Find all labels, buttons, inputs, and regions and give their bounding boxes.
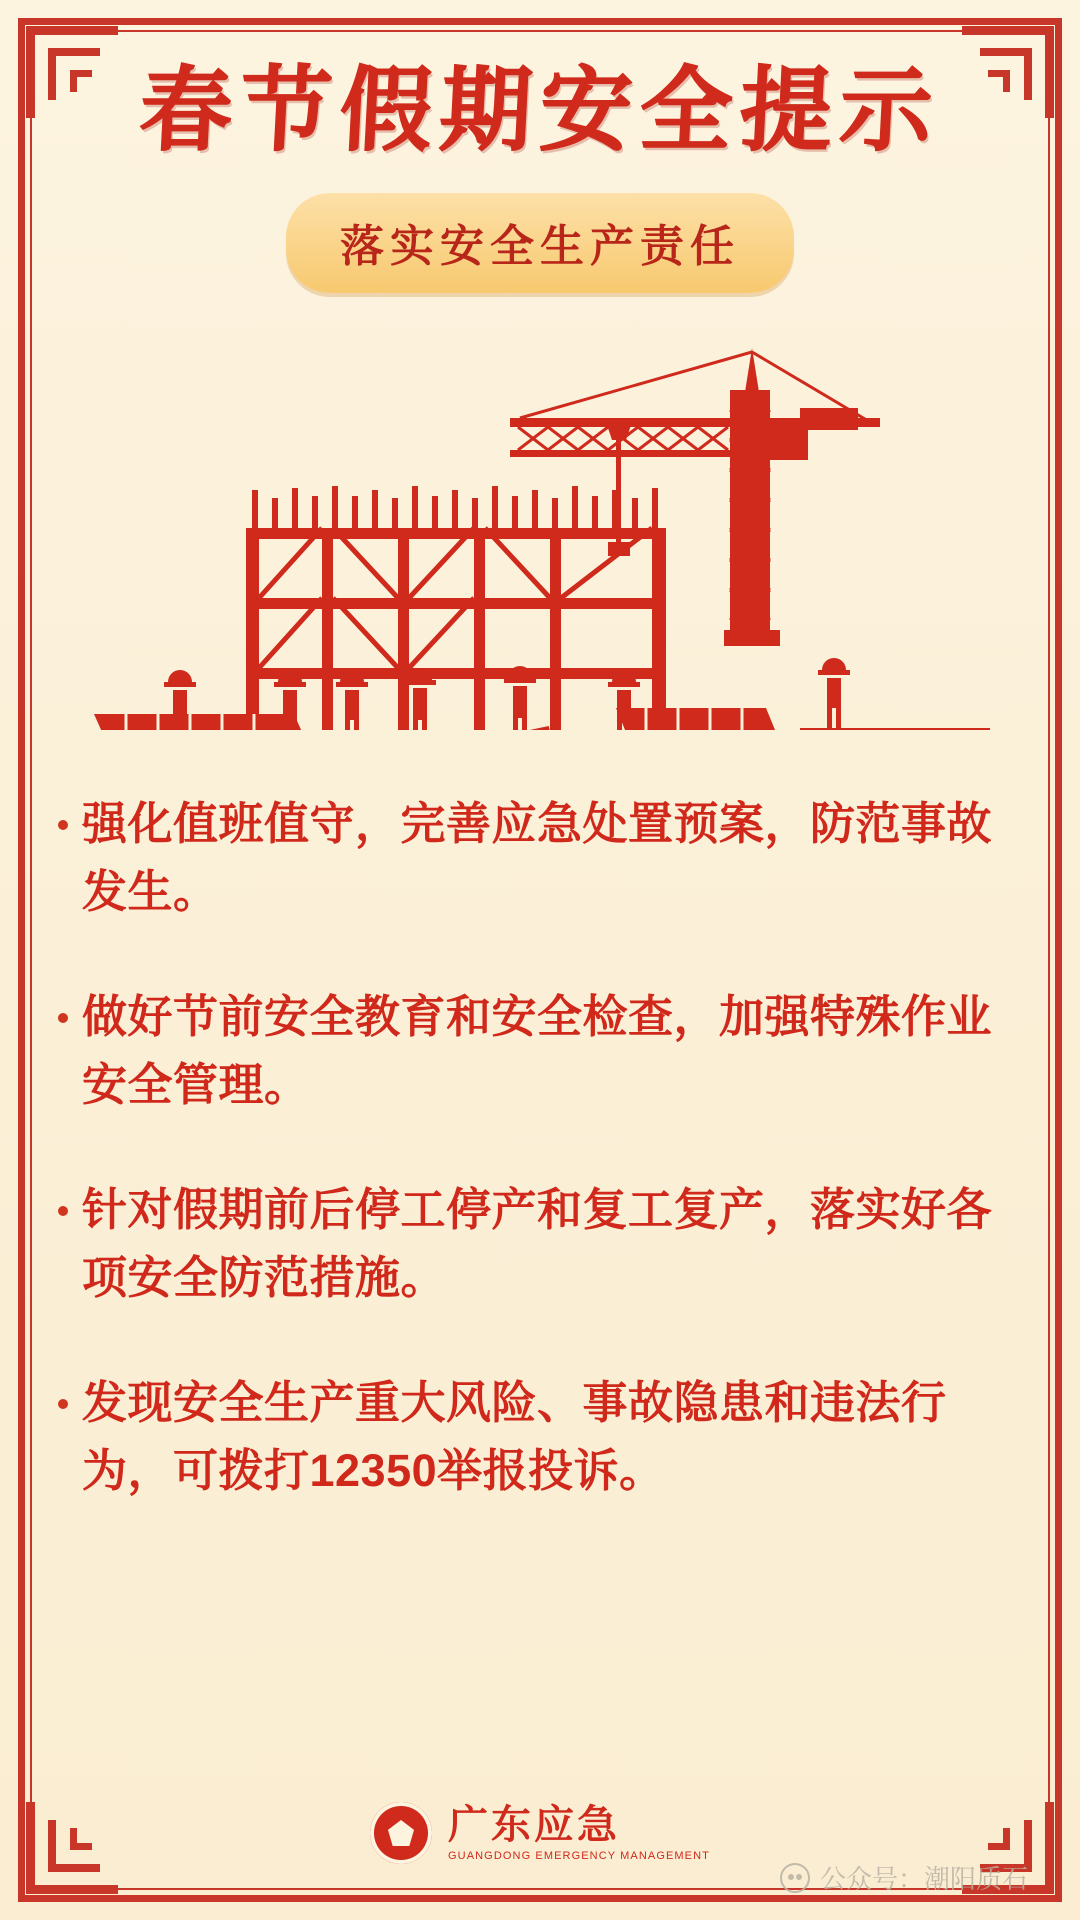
bullet-dot-icon: [58, 1399, 68, 1409]
logo-name-cn: 广东应急: [448, 1803, 620, 1847]
tip-text: 针对假期前后停工停产和复工复产，落实好各项安全防范措施。: [82, 1184, 993, 1303]
bullet-dot-icon: [58, 820, 68, 830]
safety-tips-list: [58, 790, 1022, 1504]
bullet-dot-icon: [58, 1013, 68, 1023]
footer-logo: [0, 1802, 1080, 1864]
bullet-dot-icon: [58, 1206, 68, 1216]
poster-header: [0, 56, 1080, 293]
list-item: [58, 983, 1022, 1118]
list-item: [58, 1369, 1022, 1504]
wechat-icon: [780, 1863, 810, 1893]
logo-name-en: GUANGDONG EMERGENCY MANAGEMENT: [448, 1850, 710, 1862]
watermark: [780, 1859, 1028, 1896]
watermark-text: 公众号：潮阳质石: [819, 1864, 1028, 1894]
logo-text-block: [448, 1804, 710, 1862]
tip-text: 发现安全生产重大风险、事故隐患和违法行为，可拨打12350举报投诉。: [82, 1377, 947, 1496]
emergency-management-badge-icon: [370, 1802, 432, 1864]
list-item: [58, 790, 1022, 925]
page-title: 春节假期安全提示: [137, 56, 943, 164]
tip-text: 做好节前安全教育和安全检查，加强特殊作业安全管理。: [82, 991, 993, 1110]
list-item: [58, 1176, 1022, 1311]
tip-text: 强化值班值守，完善应急处置预案，防范事故发生。: [82, 798, 993, 917]
construction-site-illustration: [40, 330, 1040, 730]
subtitle-badge: 落实安全生产责任: [286, 193, 794, 293]
subtitle-container: [0, 193, 1080, 293]
